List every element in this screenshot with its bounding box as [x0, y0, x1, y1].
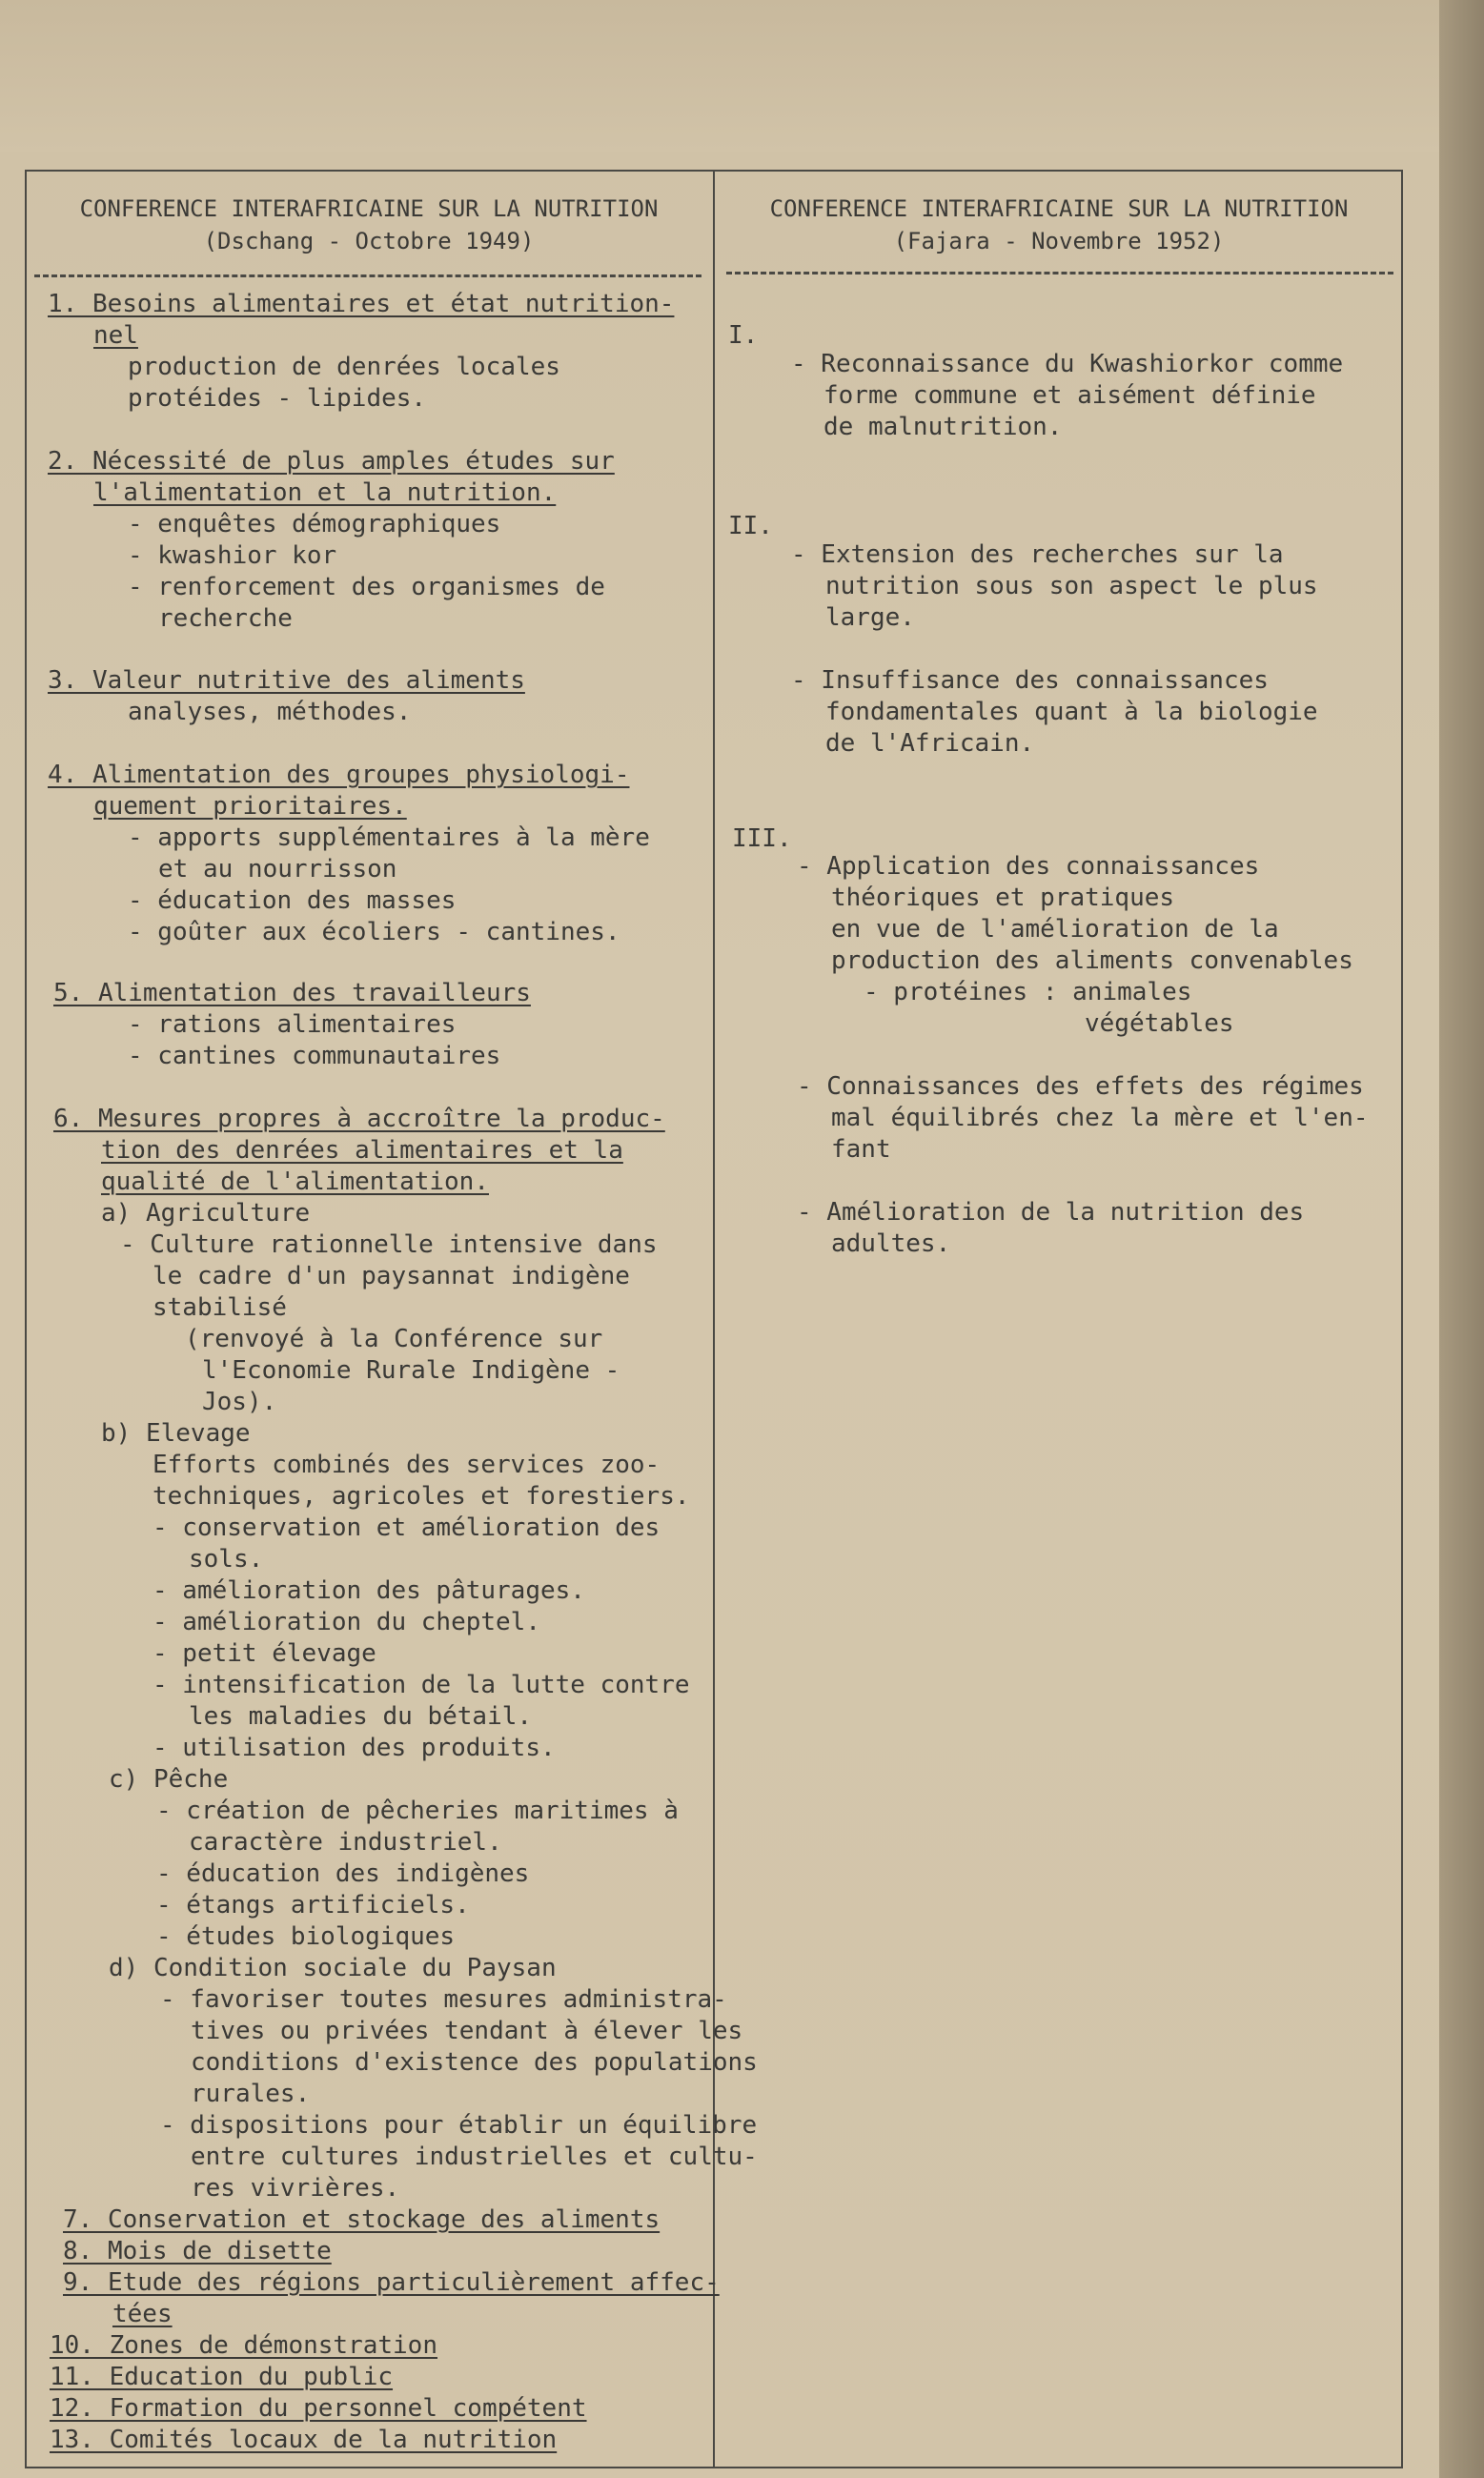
item-6a-detail: Jos).	[202, 1388, 277, 1416]
right-header-divider	[726, 272, 1393, 274]
item-6c-detail: caractère industriel.	[189, 1828, 502, 1857]
left-column-subtitle: (Dschang - Octobre 1949)	[203, 228, 535, 254]
table-border-right	[1401, 170, 1403, 2468]
item-9-heading-cont: tées	[112, 2300, 173, 2328]
section-III-detail: - Connaissances des effets des régimes	[797, 1072, 1364, 1101]
item-6b-detail: les maladies du bétail.	[189, 1702, 533, 1731]
item-1-detail: production de denrées locales	[128, 353, 560, 381]
section-II-detail: fondamentales quant à la biologie	[825, 698, 1318, 726]
left-header-divider	[34, 274, 701, 277]
item-2-detail: - renforcement des organismes de	[128, 573, 605, 601]
item-6d-detail: - dispositions pour établir un équilibre	[160, 2111, 758, 2140]
item-6d-detail: tives ou privées tendant à élever les	[191, 2017, 743, 2045]
right-column-header	[719, 193, 1399, 257]
item-6a-detail: le cadre d'un paysannat indigène	[152, 1262, 630, 1290]
item-6c-detail: - création de pêcheries maritimes à	[156, 1797, 679, 1825]
item-6d-heading: d) Condition sociale du Paysan	[109, 1954, 557, 1982]
item-6d-detail: entre cultures industrielles et cultu-	[191, 2143, 758, 2171]
item-6b-detail: - amélioration du cheptel.	[152, 1608, 540, 1636]
section-III-detail: en vue de l'amélioration de la	[831, 915, 1279, 944]
item-6d-detail: conditions d'existence des populations	[191, 2048, 758, 2077]
item-11-heading: 11. Education du public	[50, 2363, 394, 2391]
folded-paper-top	[0, 0, 1484, 152]
item-2-detail: - kwashior kor	[128, 541, 337, 570]
item-2-detail: - enquêtes démographiques	[128, 510, 501, 538]
item-6c-detail: - éducation des indigènes	[156, 1859, 530, 1888]
item-8-heading: 8. Mois de disette	[63, 2237, 332, 2265]
item-5-detail: - cantines communautaires	[128, 1042, 501, 1070]
item-12-heading: 12. Formation du personnel compétent	[50, 2394, 587, 2423]
item-5-heading: 5. Alimentation des travailleurs	[53, 979, 531, 1007]
item-6c-heading: c) Pêche	[109, 1765, 229, 1794]
item-2-detail: recherche	[158, 604, 293, 633]
item-7-heading: 7. Conservation et stockage des aliments	[63, 2205, 661, 2234]
section-III-detail: - Application des connaissances	[797, 852, 1260, 881]
section-I-detail: - Reconnaissance du Kwashiorkor comme	[791, 350, 1344, 378]
paper-edge	[1439, 0, 1484, 2478]
item-6b-detail: - amélioration des pâturages.	[152, 1576, 585, 1605]
item-9-heading: 9. Etude des régions particulièrement affec-	[63, 2268, 720, 2297]
section-III-heading: III.	[732, 824, 792, 853]
section-III-detail: production des aliments convenables	[831, 946, 1353, 975]
item-3-detail: analyses, méthodes.	[128, 698, 412, 726]
section-II-detail: de l'Africain.	[825, 729, 1035, 758]
item-6a-detail: - Culture rationnelle intensive dans	[120, 1230, 658, 1259]
item-6b-detail: - petit élevage	[152, 1639, 376, 1668]
item-6b-detail: - conservation et amélioration des	[152, 1513, 661, 1542]
section-I-heading: I.	[728, 321, 759, 350]
item-6b-detail: sols.	[189, 1545, 264, 1574]
section-I-detail: de malnutrition.	[823, 413, 1063, 441]
item-4-detail: - goûter aux écoliers - cantines.	[128, 918, 620, 946]
section-III-detail: adultes.	[831, 1229, 951, 1258]
section-II-detail: large.	[825, 603, 915, 632]
item-5-detail: - rations alimentaires	[128, 1010, 457, 1039]
section-III-detail: fant	[831, 1135, 891, 1164]
item-6-heading-cont: qualité de l'alimentation.	[101, 1168, 489, 1196]
section-II-detail: - Extension des recherches sur la	[791, 540, 1284, 569]
section-II-detail: nutrition sous son aspect le plus	[825, 572, 1318, 600]
right-column-title: CONFERENCE INTERAFRICAINE SUR LA NUTRITION	[769, 195, 1349, 222]
item-2-heading: 2. Nécessité de plus amples études sur	[48, 447, 615, 476]
item-6b-heading: b) Elevage	[101, 1419, 251, 1448]
section-I-detail: forme commune et aisément définie	[823, 381, 1316, 410]
section-III-detail: végétables	[1085, 1009, 1234, 1038]
item-6b-detail: - utilisation des produits.	[152, 1734, 556, 1762]
item-6-heading: 6. Mesures propres à accroître la produc-	[53, 1105, 665, 1133]
table-border-bottom	[25, 2467, 1403, 2468]
item-6a-detail: (renvoyé à la Conférence sur	[185, 1325, 603, 1353]
section-II-heading: II.	[728, 512, 773, 540]
item-6b-detail: Efforts combinés des services zoo-	[152, 1451, 661, 1479]
item-1-heading-cont: nel	[93, 321, 138, 350]
section-III-detail: - protéines : animales	[864, 978, 1192, 1006]
item-6d-detail: res vivrières.	[191, 2174, 400, 2203]
item-4-detail: - apports supplémentaires à la mère	[128, 823, 650, 852]
item-6c-detail: - étangs artificiels.	[156, 1891, 470, 1919]
item-1-detail: protéides - lipides.	[128, 384, 427, 413]
item-10-heading: 10. Zones de démonstration	[50, 2331, 437, 2360]
item-6a-detail: stabilisé	[152, 1293, 287, 1322]
item-6d-detail: - favoriser toutes mesures administra-	[160, 1985, 727, 2014]
item-6c-detail: - études biologiques	[156, 1922, 456, 1951]
item-4-heading: 4. Alimentation des groupes physiologi-	[48, 761, 630, 789]
item-6b-detail: - intensification de la lutte contre	[152, 1671, 690, 1699]
item-4-detail: - éducation des masses	[128, 886, 457, 915]
item-1-heading: 1. Besoins alimentaires et état nutrition-	[48, 290, 675, 318]
item-6d-detail: rurales.	[191, 2080, 311, 2108]
item-6a-heading: a) Agriculture	[101, 1199, 311, 1228]
table-border-left	[25, 170, 27, 2468]
section-III-detail: théoriques et pratiques	[831, 884, 1175, 912]
section-III-detail: mal équilibrés chez la mère et l'en-	[831, 1104, 1369, 1132]
item-3-heading: 3. Valeur nutritive des aliments	[48, 666, 525, 695]
left-column-title: CONFERENCE INTERAFRICAINE SUR LA NUTRITION	[79, 195, 659, 222]
right-column-subtitle: (Fajara - Novembre 1952)	[893, 228, 1225, 254]
item-13-heading: 13. Comités locaux de la nutrition	[50, 2426, 558, 2454]
left-column-header	[29, 193, 709, 257]
item-4-detail: et au nourrisson	[158, 855, 397, 884]
item-6b-detail: techniques, agricoles et forestiers.	[152, 1482, 690, 1511]
section-II-detail: - Insuffisance des connaissances	[791, 666, 1269, 695]
item-2-heading-cont: l'alimentation et la nutrition.	[93, 478, 557, 507]
item-6-heading-cont: tion des denrées alimentaires et la	[101, 1136, 623, 1165]
item-6a-detail: l'Economie Rurale Indigène -	[202, 1356, 620, 1385]
item-4-heading-cont: quement prioritaires.	[93, 792, 407, 821]
section-III-detail: - Amélioration de la nutrition des	[797, 1198, 1305, 1227]
